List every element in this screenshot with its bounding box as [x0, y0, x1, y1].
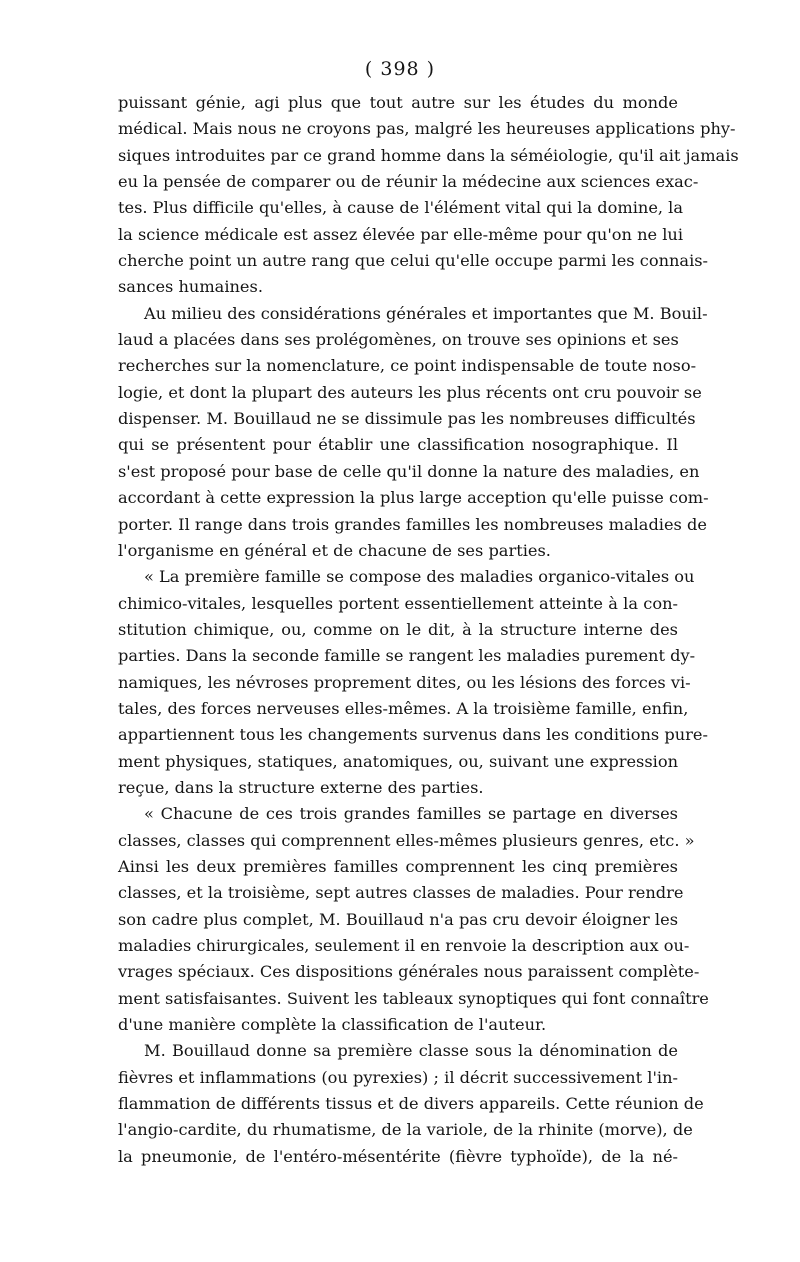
- text-line: « Chacune de ces trois grandes familles se partage en diverses: [144, 804, 678, 824]
- text-line: recherches sur la nomenclature, ce point indispensable de toute noso-: [118, 356, 697, 376]
- page-number: ( 398 ): [364, 58, 436, 80]
- text-line: fièvres et inflammations (ou pyrexies) ; il décrit successivement l'in-: [118, 1067, 678, 1087]
- text-line: son cadre plus complet, M. Bouillaud n'a pas cru devoir éloigner les: [118, 909, 678, 929]
- text-line: ment physiques, statiques, anatomiques, ou, suivant une expression: [118, 751, 678, 771]
- text-line: dispenser. M. Bouillaud ne se dissimule pas les nombreuses difficultés: [118, 409, 696, 429]
- text-line: reçue, dans la structure externe des parties.: [118, 777, 484, 797]
- text-line: siques introduites par ce grand homme dans la séméiologie, qu'il ait jamais: [118, 145, 739, 165]
- text-line: d'une manière complète la classification de l'auteur.: [118, 1015, 547, 1035]
- text-line: eu la pensée de comparer ou de réunir la médecine aux sciences exac-: [118, 172, 699, 192]
- text-line: classes, classes qui comprennent elles-mêmes plusieurs genres, etc. »: [118, 830, 695, 850]
- text-line: M. Bouillaud donne sa première classe sous la dénomination de: [144, 1041, 678, 1061]
- body-text: [118, 90, 739, 1170]
- text-line: namiques, les névroses proprement dites, ou les lésions des forces vi-: [118, 672, 691, 692]
- text-line: flammation de différents tissus et de divers appareils. Cette réunion de: [118, 1094, 704, 1114]
- text-line: laud a placées dans ses prolégomènes, on trouve ses opinions et ses: [118, 330, 679, 350]
- text-line: sances humaines.: [118, 277, 263, 297]
- text-line: chimico-vitales, lesquelles portent essentiellement atteinte à la con-: [118, 593, 678, 613]
- text-line: parties. Dans la seconde famille se rangent les maladies purement dy-: [118, 646, 696, 666]
- text-line: cherche point un autre rang que celui qu'elle occupe parmi les connais-: [118, 251, 709, 271]
- text-line: s'est proposé pour base de celle qu'il donne la nature des maladies, en: [118, 461, 700, 481]
- text-line: la science médicale est assez élevée par elle-même pour qu'on ne lui: [118, 224, 684, 244]
- text-line: Au milieu des considérations générales et importantes que M. Bouil-: [144, 303, 708, 323]
- text-line: Ainsi les deux premières familles comprennent les cinq premières: [118, 856, 678, 876]
- text-line: qui se présentent pour établir une classification nosographique. Il: [118, 435, 678, 455]
- text-line: l'angio-cardite, du rhumatisme, de la variole, de la rhinite (morve), de: [118, 1120, 693, 1140]
- text-line: accordant à cette expression la plus large acception qu'elle puisse com-: [118, 488, 709, 508]
- text-line: tales, des forces nerveuses elles-mêmes. A la troisième famille, enfin,: [118, 698, 689, 718]
- text-line: puissant génie, agi plus que tout autre sur les études du monde: [118, 93, 678, 112]
- text-line: logie, et dont la plupart des auteurs les plus récents ont cru pouvoir se: [118, 382, 702, 402]
- text-line: la pneumonie, de l'entéro-mésentérite (fièvre typhoïde), de la né-: [118, 1146, 678, 1166]
- text-line: « La première famille se compose des maladies organico-vitales ou: [144, 567, 695, 587]
- text-line: appartiennent tous les changements survenus dans les conditions pure-: [118, 725, 708, 745]
- text-line: porter. Il range dans trois grandes familles les nombreuses maladies de: [118, 514, 707, 534]
- text-line: tes. Plus difficile qu'elles, à cause de l'élément vital qui la domine, la: [118, 198, 684, 218]
- text-line: médical. Mais nous ne croyons pas, malgré les heureuses applications phy-: [118, 119, 736, 139]
- text-line: vrages spéciaux. Ces dispositions générales nous paraissent complète-: [118, 962, 700, 982]
- text-line: l'organisme en général et de chacune de ses parties.: [118, 540, 551, 560]
- text-line: stitution chimique, ou, comme on le dit, à la structure interne des: [118, 619, 678, 639]
- text-line: classes, et la troisième, sept autres classes de maladies. Pour rendre: [118, 883, 684, 903]
- text-line: ment satisfaisantes. Suivent les tableaux synoptiques qui font connaître: [118, 988, 709, 1008]
- text-line: maladies chirurgicales, seulement il en renvoie la description aux ou-: [118, 936, 690, 955]
